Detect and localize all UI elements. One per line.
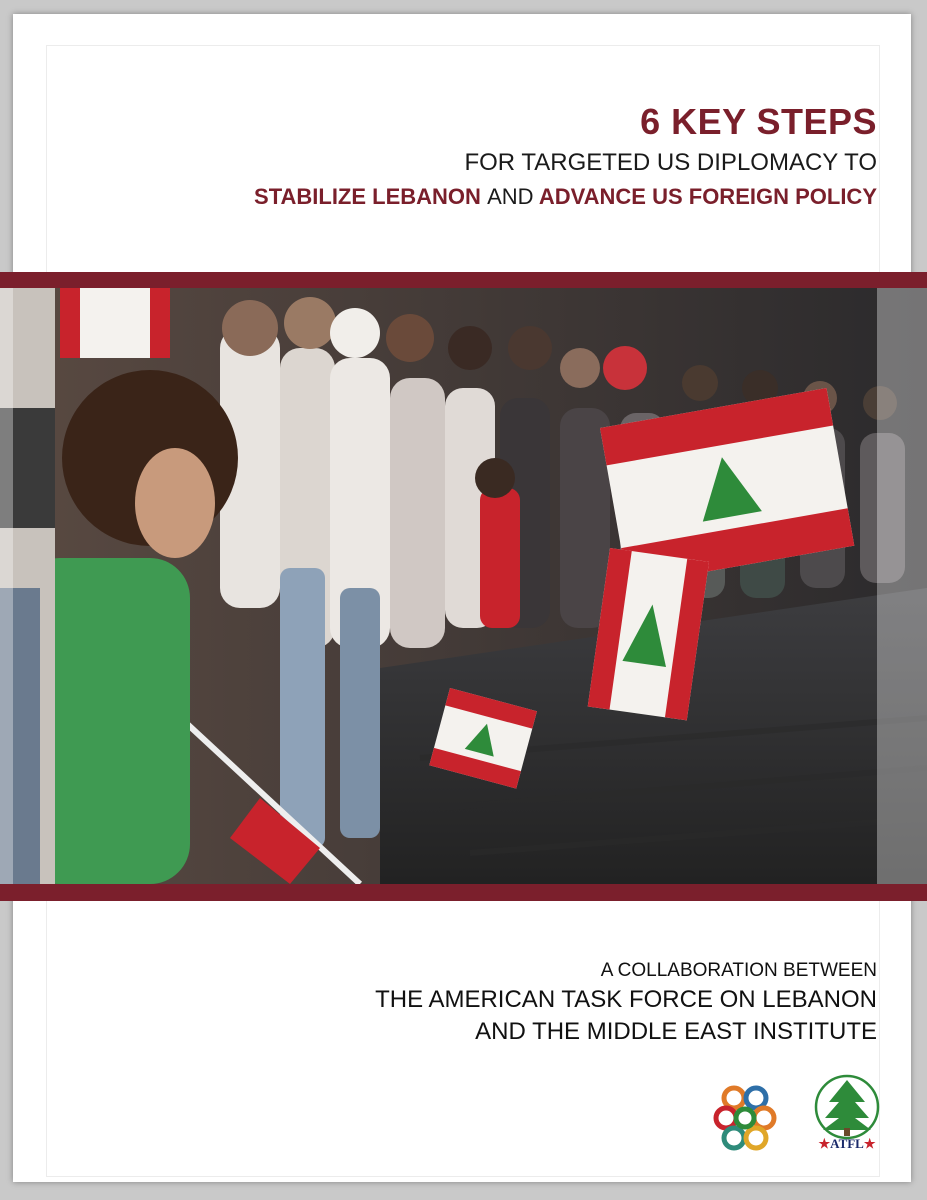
collaboration-org1: THE AMERICAN TASK FORCE ON LEBANON: [375, 986, 877, 1013]
star-icon: ★: [863, 1136, 876, 1151]
atfl-text: ATFL: [830, 1136, 864, 1151]
title-main: 6 KEY STEPS: [640, 101, 877, 142]
title-line3-part1: STABILIZE LEBANON: [254, 184, 481, 209]
title-sub: FOR TARGETED US DIPLOMACY TO: [464, 149, 877, 176]
collaboration-intro: A COLLABORATION BETWEEN: [600, 960, 877, 981]
photo-right-overlay: [877, 288, 927, 884]
collaboration-org2: AND THE MIDDLE EAST INSTITUTE: [475, 1018, 877, 1045]
atfl-label: [811, 1136, 883, 1152]
title-block: [254, 100, 877, 214]
photo-left-overlay: [0, 288, 13, 884]
top-band: [0, 272, 927, 288]
star-icon: ★: [818, 1136, 831, 1151]
title-line3: [254, 180, 877, 214]
title-line3-part2: AND: [487, 184, 534, 209]
cover-photo: [0, 288, 927, 884]
cedar-icon: [811, 1074, 883, 1140]
crowd-illustration: [0, 288, 927, 884]
title-line3-part3: ADVANCE US FOREIGN POLICY: [538, 184, 877, 209]
collaboration-block: [375, 958, 877, 1048]
bottom-band: [0, 884, 927, 901]
atfl-logo: [811, 1074, 883, 1156]
